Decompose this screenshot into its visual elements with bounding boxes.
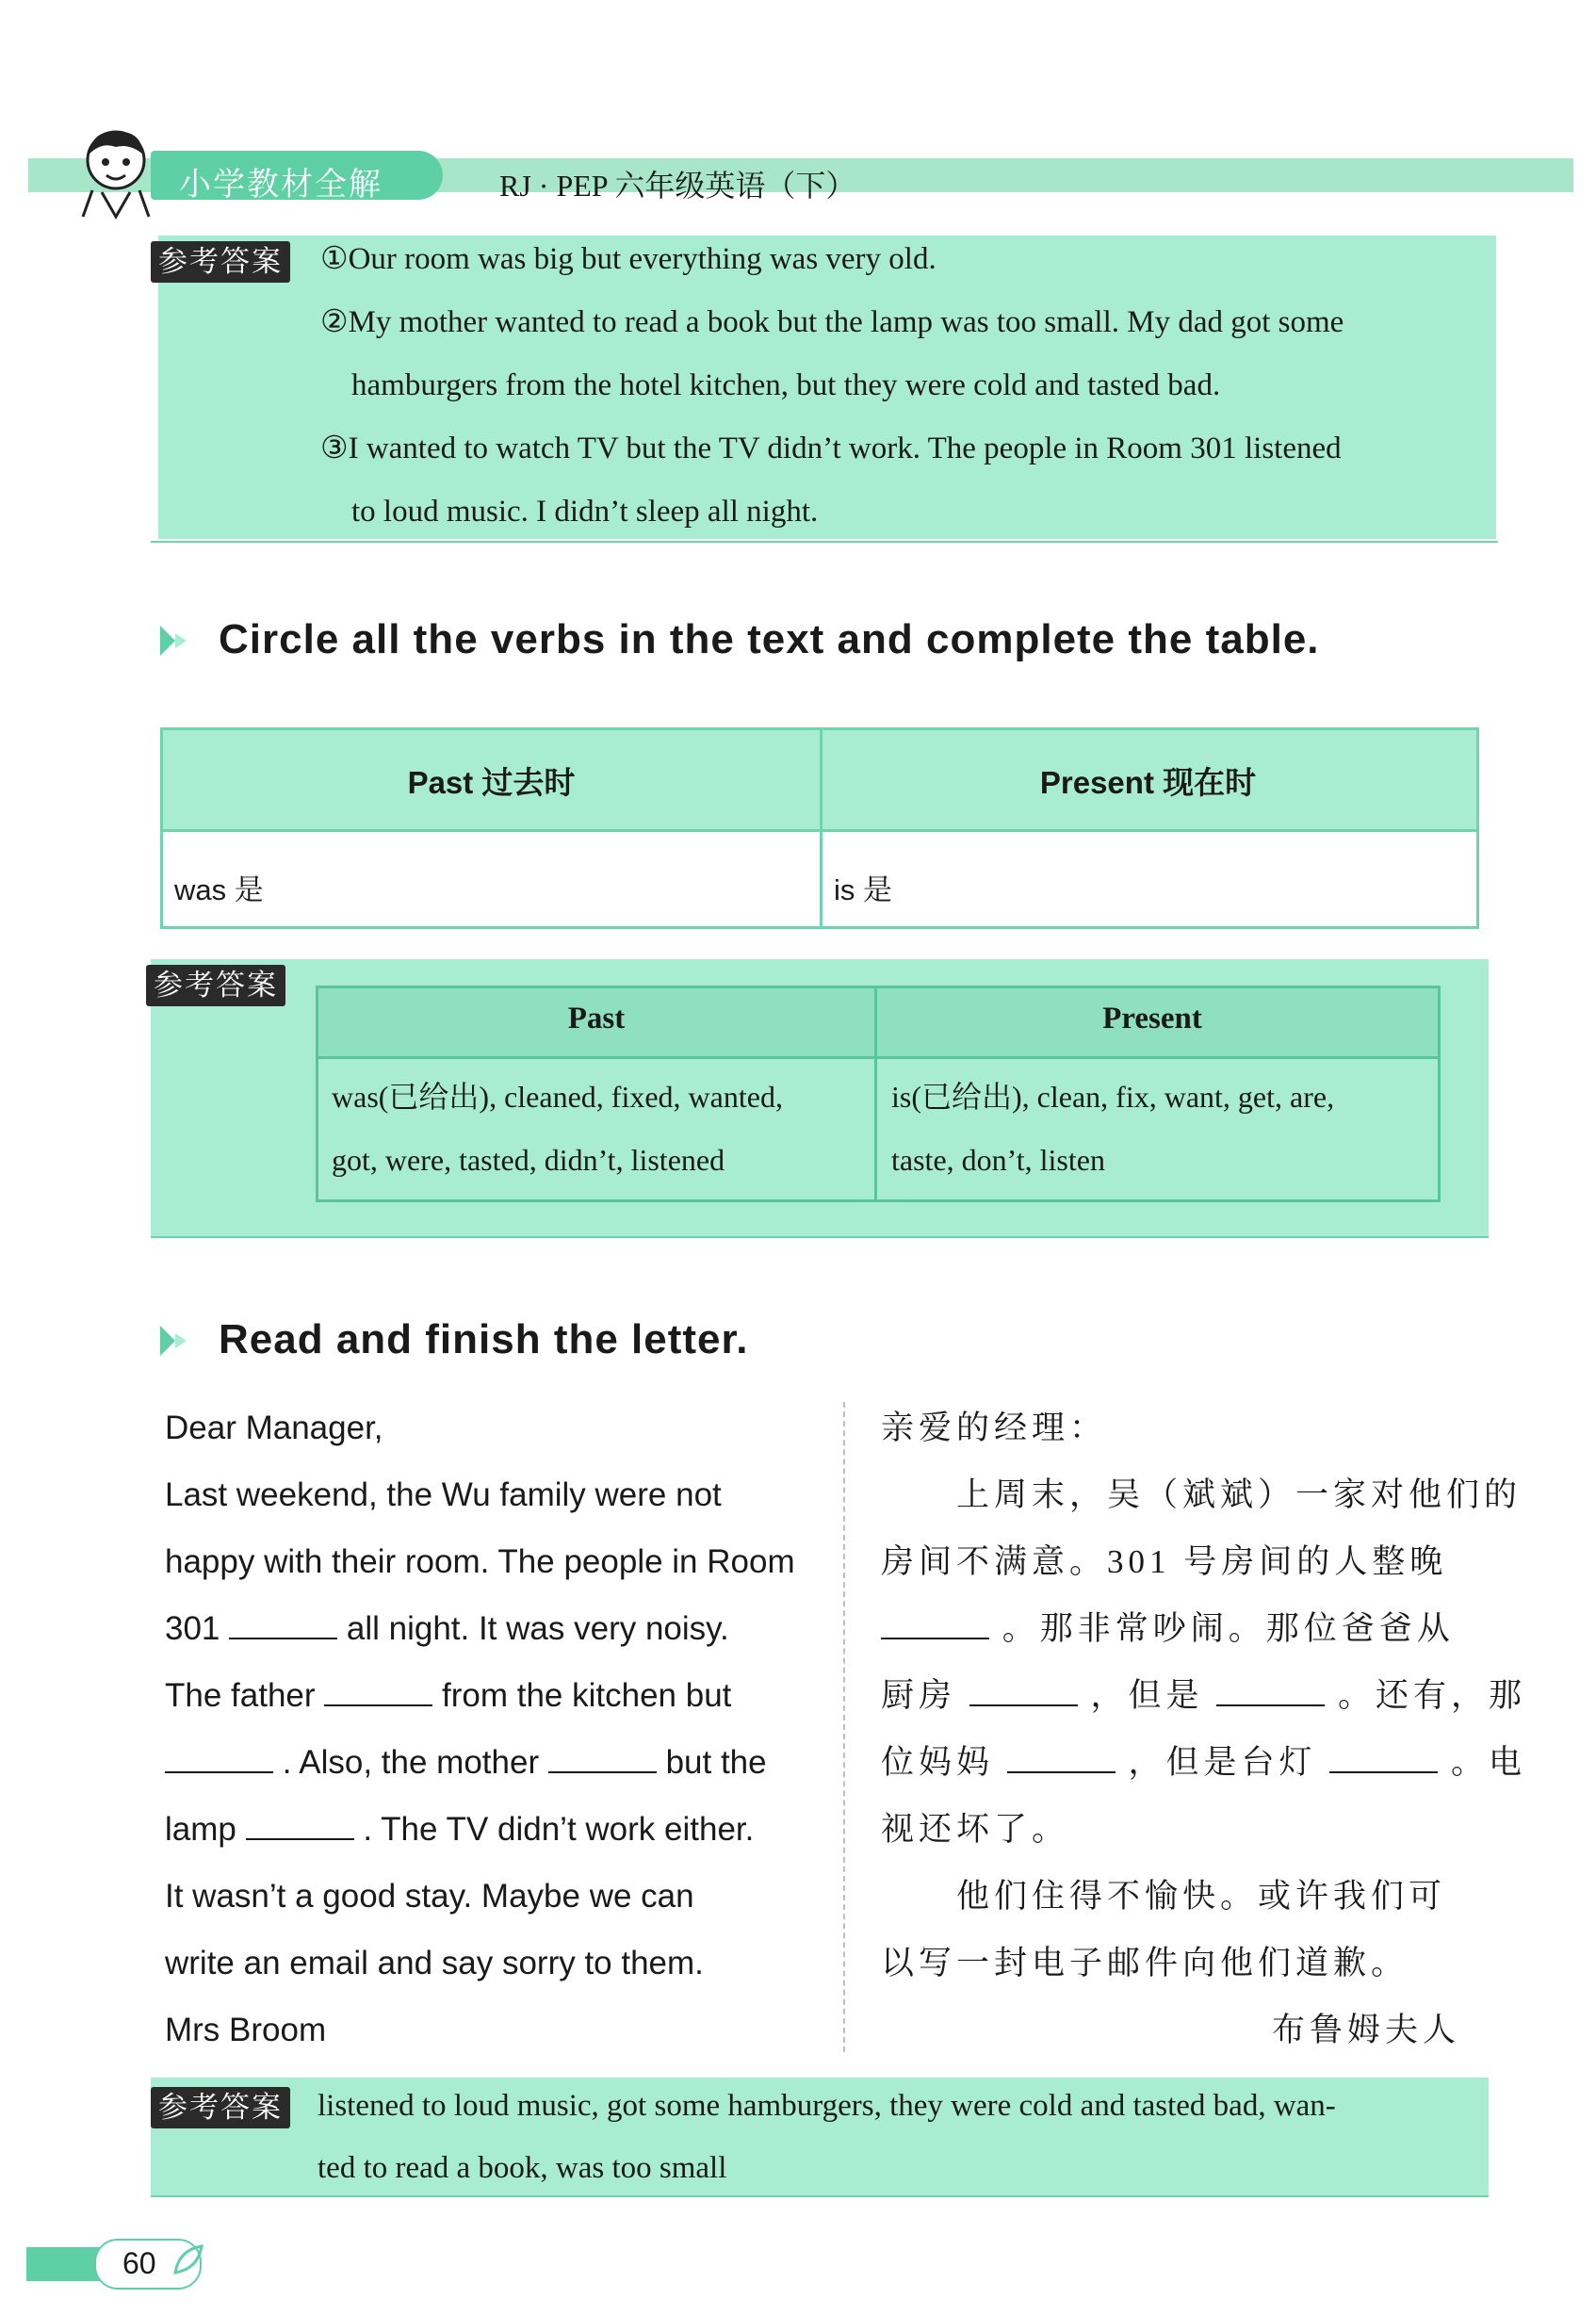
blank-input[interactable] xyxy=(969,1678,1078,1706)
letter-line-6 xyxy=(165,1796,754,1863)
letter-line-7: It wasn’t a good stay. Maybe we can xyxy=(165,1878,694,1915)
verbs-table-cell-past: was 是 xyxy=(174,873,264,906)
answer-present-line-2: taste, don’t, listen xyxy=(891,1143,1105,1177)
translation-line-3 xyxy=(881,1595,1455,1662)
letter-line-3b: all night. It was very noisy. xyxy=(346,1610,729,1647)
answer-tag-2: 参考答案 xyxy=(146,965,285,1006)
translation-line-2: 房间不满意。301 号房间的人整晚 xyxy=(881,1543,1448,1580)
letter-signature: Mrs Broom xyxy=(165,2012,327,2048)
letter-line-1: Last weekend, the Wu family were not xyxy=(165,1476,722,1513)
section-arrow-icon xyxy=(158,1322,190,1360)
book-title: 小学教材全解 xyxy=(179,166,383,204)
answer1-line-5: to loud music. I didn’t sleep all night. xyxy=(351,495,819,529)
translation-line-4a: 厨房 xyxy=(881,1677,957,1714)
verbs-table-header-present: Present 现在时 xyxy=(1039,765,1257,800)
translation-greeting: 亲爱的经理： xyxy=(881,1410,1108,1446)
letter-line-5b: but the xyxy=(665,1744,767,1781)
section-arrow-icon xyxy=(158,622,190,660)
blank-input[interactable] xyxy=(1007,1745,1116,1773)
blank-input[interactable] xyxy=(881,1611,989,1639)
answer-tag-1: 参考答案 xyxy=(151,241,290,283)
translation-line-3-text: 。那非常吵闹。那位爸爸从 xyxy=(1002,1610,1455,1647)
blank-input[interactable] xyxy=(1329,1745,1438,1773)
letter-line-6a: lamp xyxy=(165,1811,236,1848)
letter-line-3a: 301 xyxy=(165,1610,220,1647)
answer1-line-3: hamburgers from the hotel kitchen, but they were cold and tasted bad. xyxy=(351,368,1221,402)
blank-input[interactable] xyxy=(165,1745,273,1773)
translation-line-8: 以写一封电子邮件向他们道歉。 xyxy=(881,1945,1409,1981)
letter-line-8: write an email and say sorry to them. xyxy=(165,1945,704,1981)
blank-input[interactable] xyxy=(246,1812,354,1840)
answer3-line-2: ted to read a book, was too small xyxy=(318,2151,727,2185)
translation-line-4c: 。还有，那 xyxy=(1338,1677,1527,1714)
answer-table-header-past: Past xyxy=(567,1002,626,1035)
letter-line-2: happy with their room. The people in Room xyxy=(165,1543,795,1580)
answer-past-line-2: got, were, tasted, didn’t, listened xyxy=(332,1143,725,1177)
answer1-line-4: ③I wanted to watch TV but the TV didn’t work. The people in Room 301 listened xyxy=(320,432,1342,465)
header-subtitle: RJ · PEP 六年级英语（下） xyxy=(499,169,856,203)
translation-line-4 xyxy=(881,1662,1526,1729)
translation-line-5b: ，但是台灯 xyxy=(1128,1744,1317,1781)
translation-signature: 布鲁姆夫人 xyxy=(1272,2012,1461,2048)
letter-line-4a: The father xyxy=(165,1677,316,1714)
translation-line-5c: 。电 xyxy=(1451,1744,1527,1781)
verbs-table-cell-present: is 是 xyxy=(834,873,892,906)
letter-line-4b: from the kitchen but xyxy=(442,1677,732,1714)
translation-line-7: 他们住得不愉快。或许我们可 xyxy=(956,1878,1447,1915)
blank-input[interactable] xyxy=(229,1611,337,1639)
answer-past-line-1: was(已给出), cleaned, fixed, wanted, xyxy=(332,1080,783,1114)
letter-line-5a: . Also, the mother xyxy=(282,1744,540,1781)
answer-table-header-present: Present xyxy=(1102,1002,1202,1035)
translation-line-5a: 位妈妈 xyxy=(881,1744,995,1781)
section1-title: Circle all the verbs in the text and complete the table. xyxy=(219,616,1320,662)
translation-line-5 xyxy=(881,1729,1526,1796)
answer-tag-3: 参考答案 xyxy=(151,2087,290,2128)
letter-line-3 xyxy=(165,1595,729,1662)
mascot-icon xyxy=(64,122,168,226)
verbs-table-header-past: Past 过去时 xyxy=(407,765,576,800)
answer1-line-2: ②My mother wanted to read a book but the lamp was too small. My dad got some xyxy=(320,305,1344,339)
blank-input[interactable] xyxy=(548,1745,657,1773)
answer-verbs-table xyxy=(316,986,1441,1202)
letter-line-5 xyxy=(165,1729,767,1796)
letter-line-6b: . The TV didn’t work either. xyxy=(363,1811,755,1848)
letter-column-divider xyxy=(843,1402,845,2052)
blank-input[interactable] xyxy=(1216,1678,1325,1706)
answer-box-2-underline xyxy=(151,1236,1489,1238)
letter-greeting: Dear Manager, xyxy=(165,1410,383,1446)
answer3-line-1: listened to loud music, got some hamburgers, they were cold and tasted bad, wan- xyxy=(318,2089,1336,2123)
answer1-line-1: ①Our room was big but everything was very old. xyxy=(320,242,936,276)
section2-title: Read and finish the letter. xyxy=(219,1316,749,1362)
translation-line-4b: ，但是 xyxy=(1090,1677,1204,1714)
answer-present-line-1: is(已给出), clean, fix, want, get, are, xyxy=(891,1080,1335,1114)
translation-line-6: 视还坏了。 xyxy=(881,1811,1070,1848)
letter-line-4 xyxy=(165,1662,731,1729)
verbs-table xyxy=(160,727,1479,929)
translation-line-1: 上周末，吴（斌斌）一家对他们的 xyxy=(956,1476,1523,1513)
leaf-icon xyxy=(170,2241,207,2278)
page-number: 60 xyxy=(122,2246,156,2280)
blank-input[interactable] xyxy=(324,1678,432,1706)
